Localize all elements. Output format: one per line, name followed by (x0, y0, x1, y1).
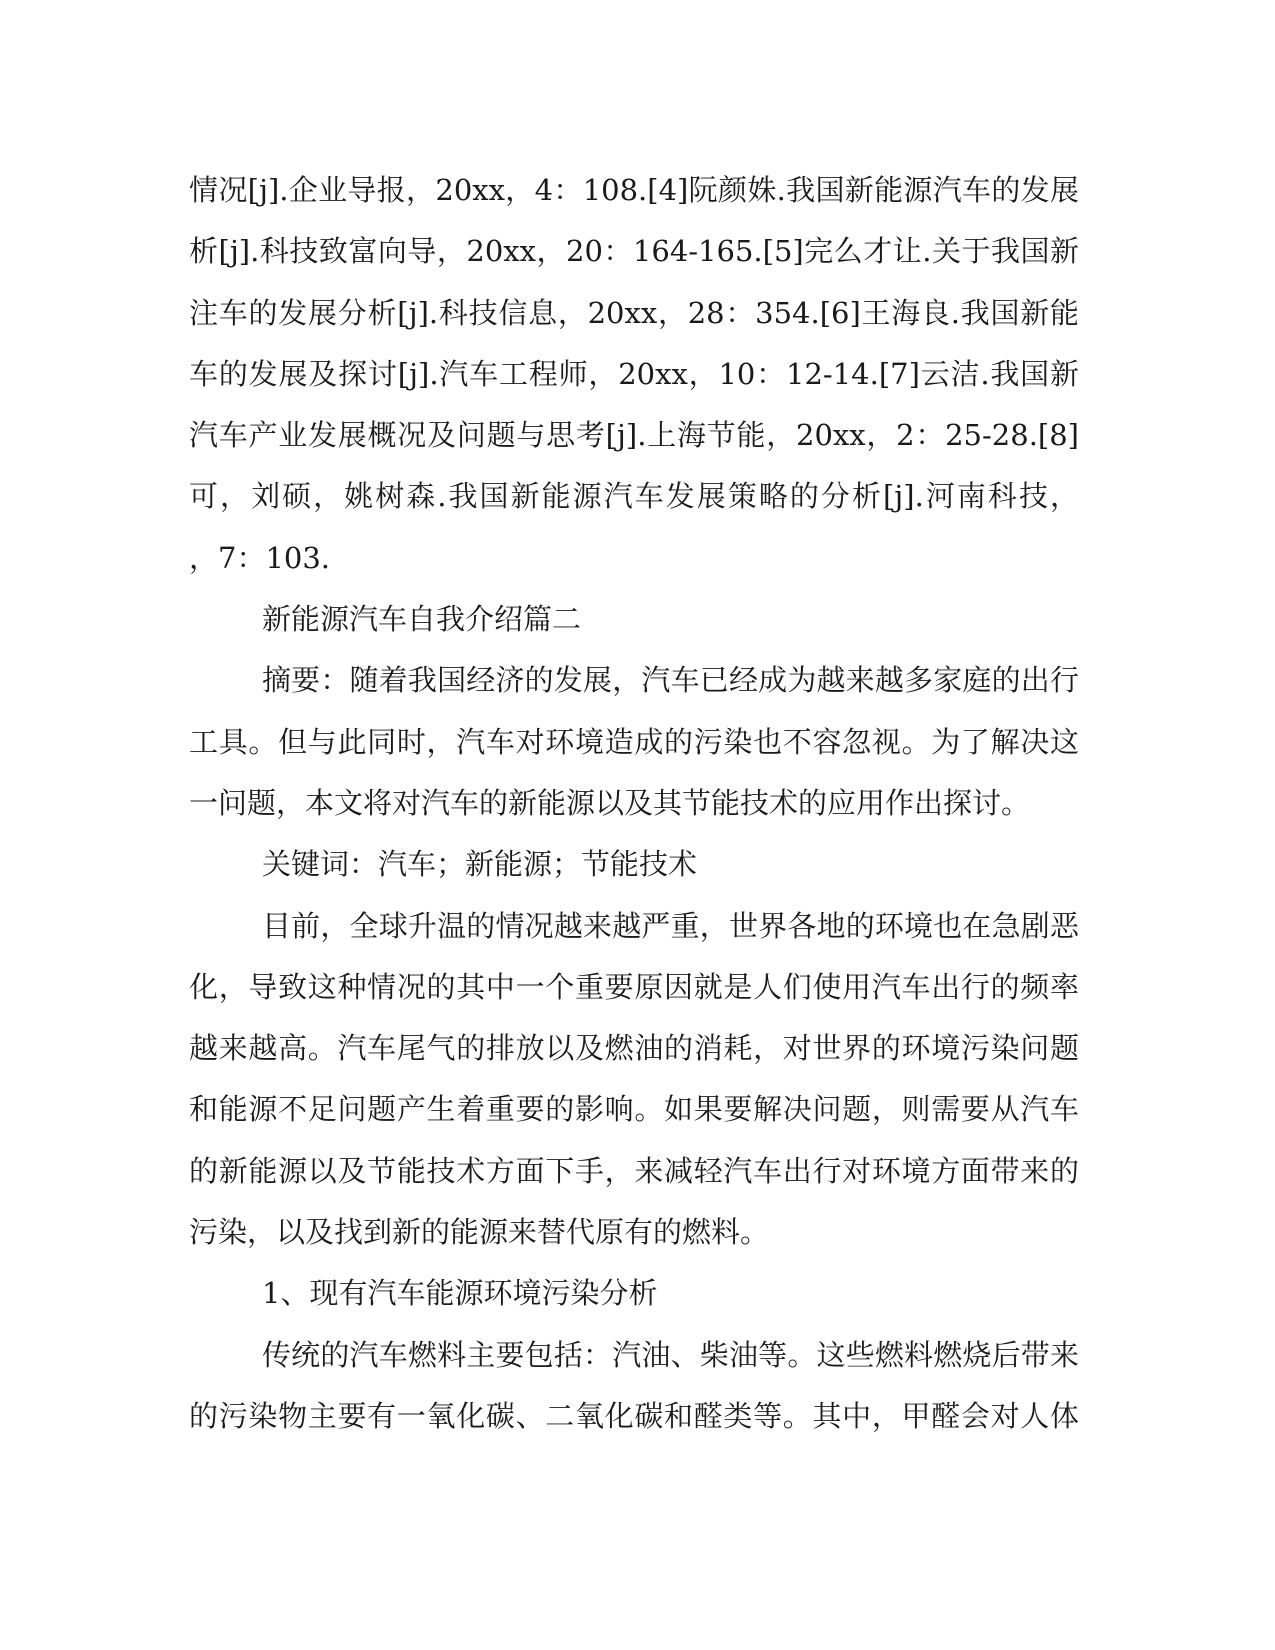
text-line: 和能源不足问题产生着重要的影响。如果要解决问题，则需要从汽车 (189, 1092, 1079, 1127)
section-heading: 新能源汽车自我介绍篇二 (262, 602, 582, 637)
text-line: 传统的汽车燃料主要包括：汽油、柴油等。这些燃料燃烧后带来 (262, 1337, 1079, 1372)
text-line: 注车的发展分析[j].科技信息，20xx，28：354.[6]王海良.我国新能 (189, 295, 1079, 330)
abstract-line: 工具。但与此同时，汽车对环境造成的污染也不容忽视。为了解决这 (189, 724, 1079, 759)
text-line: 可，刘硕，姚树森.我国新能源汽车发展策略的分析[j].河南科技， (189, 479, 1079, 514)
text-line: 化，导致这种情况的其中一个重要原因就是人们使用汽车出行的频率 (189, 969, 1079, 1004)
text-line: 析[j].科技致富向导，20xx，20：164-165.[5]完么才让.关于我国新 (189, 234, 1079, 269)
keywords-line: 关键词：汽车；新能源；节能技术 (262, 847, 698, 882)
text-line: 目前，全球升温的情况越来越严重，世界各地的环境也在急剧恶 (262, 908, 1079, 943)
text-line: 车的发展及探讨[j].汽车工程师，20xx，10：12-14.[7]云洁.我国新 (189, 356, 1079, 391)
text-line: 的污染物主要有一氧化碳、二氧化碳和醛类等。其中，甲醛会对人体 (189, 1398, 1079, 1433)
text-line: 越来越高。汽车尾气的排放以及燃油的消耗，对世界的环境污染问题 (189, 1031, 1079, 1066)
abstract-line: 一问题，本文将对汽车的新能源以及其节能技术的应用作出探讨。 (189, 785, 1031, 820)
text-line: ，7：103. (189, 540, 331, 575)
text-line: 污染，以及找到新的能源来替代原有的燃料。 (189, 1215, 770, 1250)
abstract-line: 摘要：随着我国经济的发展，汽车已经成为越来越多家庭的出行 (262, 663, 1079, 698)
text-line: 汽车产业发展概况及问题与思考[j].上海节能，20xx，2：25-28.[8] (189, 418, 1079, 453)
text-line: 的新能源以及节能技术方面下手，来减轻汽车出行对环境方面带来的 (189, 1153, 1079, 1188)
text-line: 情况[j].企业导报，20xx，4：108.[4]阮颜姝.我国新能源汽车的发展 (189, 173, 1079, 207)
body-text (189, 160, 1079, 1447)
subsection-heading: 1、现有汽车能源环境污染分析 (262, 1276, 658, 1311)
